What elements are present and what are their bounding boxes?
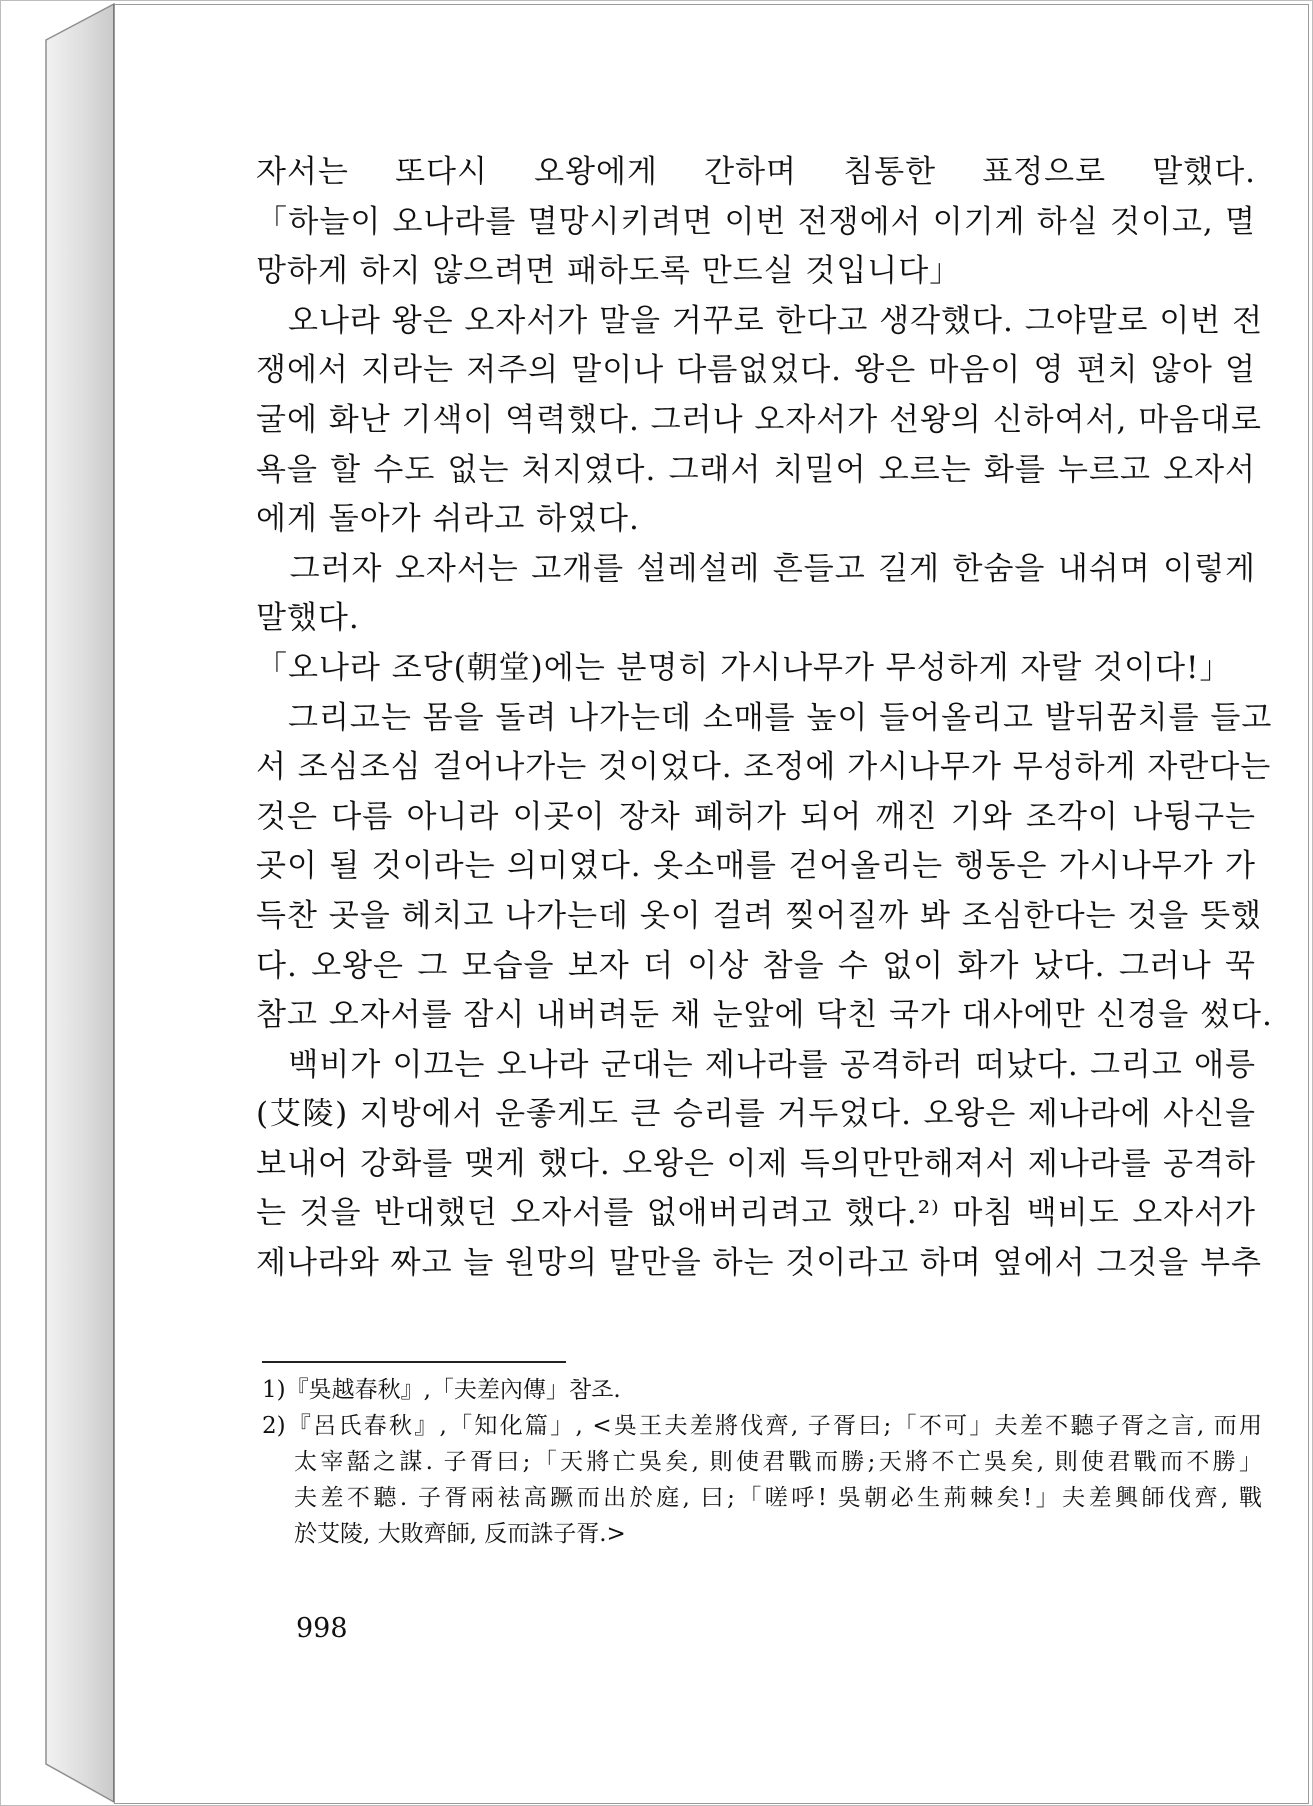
body-line: 말했다. xyxy=(256,600,360,637)
body-line: 는 것을 반대했던 오자서를 없애버리려고 했다.²⁾ 마침 백비도 오자서가 xyxy=(256,1195,1256,1232)
body-line: 제나라와 짜고 늘 원망의 말만을 하는 것이라고 하며 옆에서 그것을 부추 xyxy=(256,1245,1262,1282)
footnote-2: 2)『呂氏春秋』,「知化篇」, <吳王夫差將伐齊, 子胥曰;「不可」夫差不聽子胥之言, 而用 xyxy=(262,1413,1262,1439)
body-line: 곳이 될 것이라는 의미였다. 옷소매를 걷어올리는 행동은 가시나무가 가 xyxy=(256,848,1256,885)
body-line: 자서는 또다시 오왕에게 간하며 침통한 표정으로 말했다. xyxy=(256,154,1256,190)
body-line: 「하늘이 오나라를 멸망시키려면 이번 전쟁에서 이기게 하실 것이고, 멸 xyxy=(256,203,1256,240)
body-line: 굴에 화난 기색이 역력했다. 그러나 오자서가 선왕의 신하여서, 마음대로 xyxy=(256,401,1262,438)
footnote-divider xyxy=(262,1361,566,1363)
footnotes xyxy=(262,1372,1262,1552)
body-line: 보내어 강화를 맺게 했다. 오왕은 이제 득의만만해져서 제나라를 공격하 xyxy=(256,1145,1256,1182)
body-text xyxy=(256,148,1273,1289)
footnote-1: 1)『吳越春秋』,「夫差內傳」참조. xyxy=(262,1377,621,1403)
footnote-2-line: 於艾陵, 大敗齊師, 反而誅子胥.> xyxy=(294,1521,626,1547)
page-number: 998 xyxy=(296,1613,348,1644)
body-line: 「오나라 조당(朝堂)에는 분명히 가시나무가 무성하게 자랄 것이다!」 xyxy=(256,649,1232,686)
footnote-2-line: 夫差不聽. 子胥兩袪高蹶而出於庭, 曰;「嗟呼! 吳朝必生荊棘矣!」夫差興師伐齊, 戰 xyxy=(294,1485,1262,1511)
body-line: 백비가 이끄는 오나라 군대는 제나라를 공격하러 떠났다. 그리고 애릉 xyxy=(256,1046,1256,1083)
body-line: 에게 돌아가 쉬라고 하였다. xyxy=(256,501,640,538)
body-line: 그리고는 몸을 돌려 나가는데 소매를 높이 들어올리고 발뒤꿈치를 들고 xyxy=(256,699,1273,736)
body-line: 서 조심조심 걸어나가는 것이었다. 조정에 가시나무가 무성하게 자란다는 xyxy=(256,749,1272,786)
body-line: 망하게 하지 않으려면 패하도록 만드실 것입니다」 xyxy=(256,253,962,290)
body-line: 득찬 곳을 헤치고 나가는데 옷이 걸려 찢어질까 봐 조심한다는 것을 뜻했 xyxy=(256,897,1262,934)
body-line: 쟁에서 지라는 저주의 말이나 다름없었다. 왕은 마음이 영 편치 않아 얼 xyxy=(256,352,1256,389)
body-line: 다. 오왕은 그 모습을 보자 더 이상 참을 수 없이 화가 났다. 그러나 꾹 xyxy=(256,947,1256,984)
body-line: (艾陵) 지방에서 운좋게도 큰 승리를 거두었다. 오왕은 제나라에 사신을 xyxy=(256,1096,1256,1133)
body-line: 참고 오자서를 잠시 내버려둔 채 눈앞에 닥친 국가 대사에만 신경을 썼다. xyxy=(256,997,1273,1034)
body-line: 그러자 오자서는 고개를 설레설레 흔들고 길게 한숨을 내쉬며 이렇게 xyxy=(256,550,1256,587)
footnote-2-line: 太宰嚭之謀. 子胥曰;「天將亡吳矣, 則使君戰而勝;天將不亡吳矣, 則使君戰而不勝」 xyxy=(294,1449,1262,1475)
body-line: 것은 다름 아니라 이곳이 장차 폐허가 되어 깨진 기와 조각이 나뒹구는 xyxy=(256,798,1256,835)
body-line: 욕을 할 수도 없는 처지였다. 그래서 치밀어 오르는 화를 누르고 오자서 xyxy=(256,451,1256,488)
body-line: 오나라 왕은 오자서가 말을 거꾸로 한다고 생각했다. 그야말로 이번 전 xyxy=(256,302,1264,339)
